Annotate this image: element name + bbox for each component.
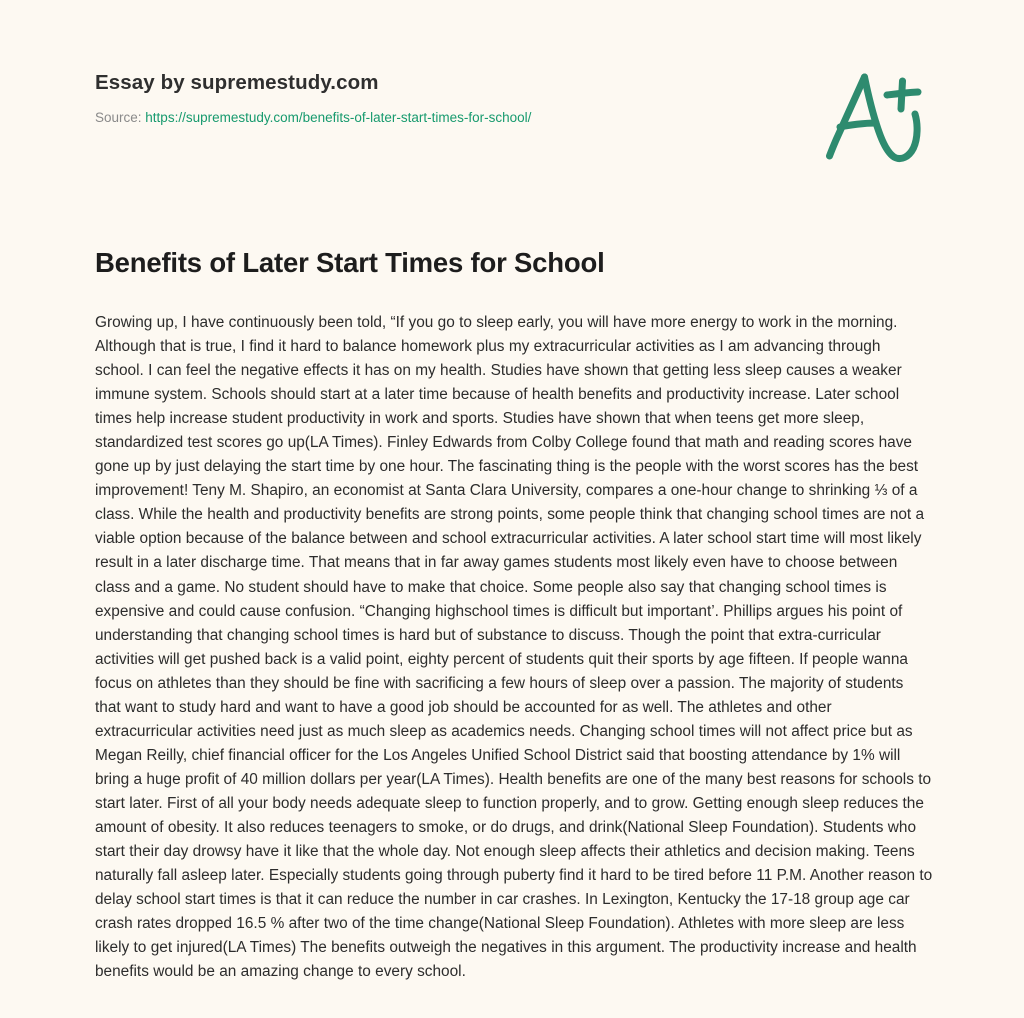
site-title: Essay by supremestudy.com bbox=[95, 71, 379, 94]
source-url-link[interactable]: https://supremestudy.com/benefits-of-later-start-times-for-school/ bbox=[145, 109, 532, 125]
source-label: Source: bbox=[95, 109, 142, 125]
source-line bbox=[95, 109, 795, 128]
page-title: Benefits of Later Start Times for School bbox=[95, 247, 605, 278]
a-plus-logo-icon bbox=[814, 64, 936, 168]
page-header bbox=[95, 70, 795, 128]
essay-body-text: Growing up, I have continuously been told, “If you go to sleep early, you will have more energy to work in the morning. Although that is true, I find it hard to balance homework plus my extracurricular activities as I am advancing through school. I can feel the negative effects it has on my health. Studies have shown that getting less sleep causes a weaker immune system. Schools should start at a later time because of health benefits and productivity increase. Later school times help increase student productivity in work and sports. Studies have shown that when teens get more sleep, standardized test scores go up(LA Times). Finley Edwards from Colby College found that math and reading scores have gone up by just delaying the start time by one hour. The fascinating thing is the people with the worst scores has the best improvement! Teny M. Shapiro, an economist at Santa Clara University, compares a one-hour change to shrinking ⅓ of a class. While the health and productivity benefits are strong points, some people think that changing school times are not a viable option because of the balance between and school extracurricular activities. A later school start time will most likely result in a later discharge time. That means that in far away games students most likely even have to choose between class and a game. No student should have to make that choice. Some people also say that changing school times is expensive and could cause confusion. “Changing highschool times is difficult but important’. Phillips argues his point of understanding that changing school times is hard but of substance to discuss. Though the point that extra-curricular activities will get pushed back is a valid point, eighty percent of students quit their sports by age fifteen. If people wanna focus on athletes than they should be fine with sacrificing a few hours of sleep over a passion. The majority of students that want to study hard and want to have a good job should be accounted for as well. The athletes and other extracurricular activities need just as much sleep as academics needs. Changing school times will not affect price but as Megan Reilly, chief financial officer for the Los Angeles Unified School District said that boosting attendance by 1% will bring a huge profit of 40 million dollars per year(LA Times). Health benefits are one of the many best reasons for schools to start later. First of all your body needs adequate sleep to function properly, and to grow. Getting enough sleep reduces the amount of obesity. It also reduces teenagers to smoke, or do drugs, and drink(National Sleep Foundation). Students who start their day drowsy have it like that the whole day. Not enough sleep affects their athletics and decision making. Teens naturally fall asleep later. Especially students going through puberty find it hard to be tired before 11 P.M. Another reason to delay school start times is that it can reduce the number in car crashes. In Lexington, Kentucky the 17-18 group age car crash rates dropped 16.5 % after two of the time change(National Sleep Foundation). Athletes with more sleep are less likely to get injured(LA Times) The benefits outweigh the negatives in this argument. The productivity increase and health benefits would be an amazing change to every school. bbox=[95, 314, 933, 981]
